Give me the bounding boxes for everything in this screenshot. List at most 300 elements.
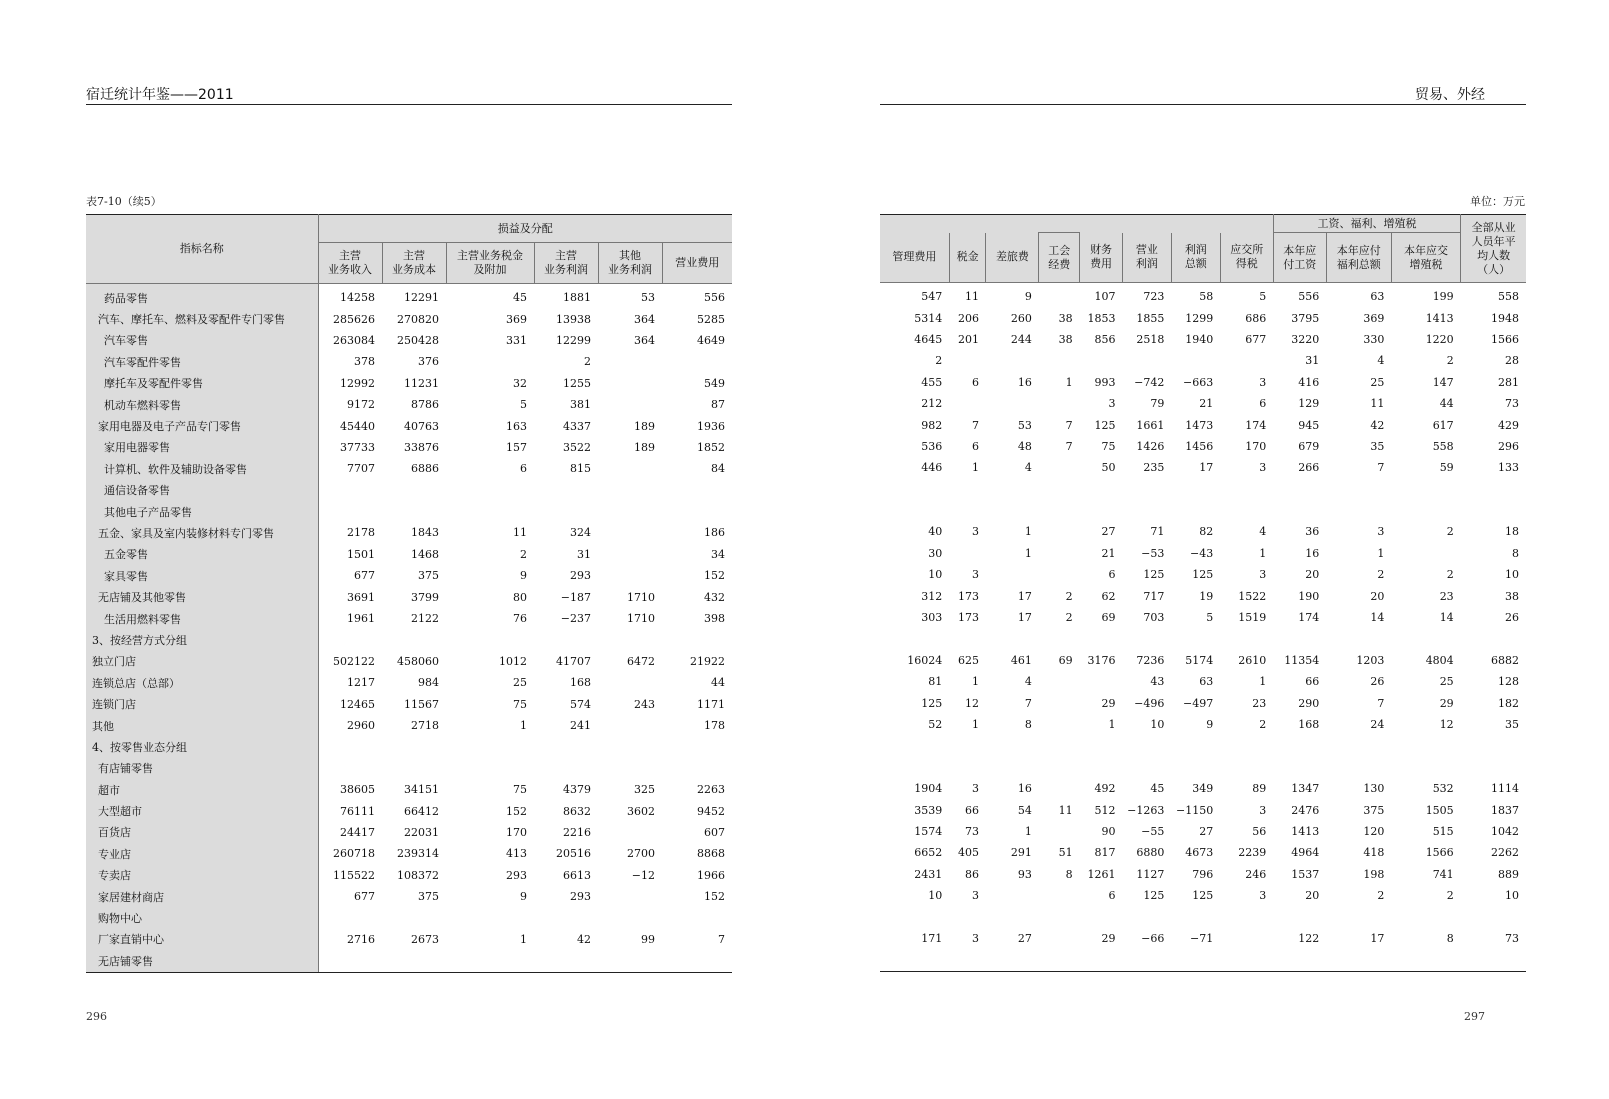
table-cell: 81 bbox=[928, 675, 943, 689]
table-cell bbox=[1039, 906, 1080, 927]
table-cell bbox=[446, 351, 534, 372]
table-row bbox=[880, 906, 1526, 927]
table-cell: 71 bbox=[1150, 525, 1165, 539]
table-cell bbox=[598, 672, 662, 693]
table-cell: 1661 bbox=[1136, 418, 1165, 432]
table-cell bbox=[1391, 479, 1460, 500]
row-label: 大型超市 bbox=[86, 800, 318, 821]
column-header-total-profit: 利润 总额 bbox=[1171, 233, 1220, 283]
table-cell: 12299 bbox=[556, 333, 591, 347]
table-cell: 549 bbox=[704, 376, 726, 390]
table-cell: 1127 bbox=[1136, 867, 1165, 881]
table-cell: 741 bbox=[1432, 867, 1454, 881]
table-cell: 182 bbox=[1498, 696, 1519, 710]
table-cell bbox=[382, 736, 446, 757]
table-cell: 617 bbox=[1432, 418, 1454, 432]
table-cell: 3602 bbox=[627, 804, 655, 818]
table-cell: 984 bbox=[418, 676, 439, 690]
table-cell: 7 bbox=[971, 418, 979, 432]
table-cell bbox=[880, 500, 949, 521]
table-cell: 20 bbox=[1305, 568, 1320, 582]
table-cell: 413 bbox=[506, 847, 527, 861]
table-cell: 29 bbox=[1101, 696, 1116, 710]
table-cell bbox=[1039, 500, 1080, 521]
table-cell: 4 bbox=[1024, 675, 1032, 689]
table-cell bbox=[382, 480, 446, 501]
table-row bbox=[86, 736, 732, 757]
table-cell: 212 bbox=[921, 397, 943, 411]
table-cell: 3799 bbox=[411, 590, 439, 604]
table-cell: 73 bbox=[964, 824, 979, 838]
table-cell: 558 bbox=[1498, 290, 1519, 304]
table-cell: 29 bbox=[1101, 931, 1116, 945]
table-cell: 1966 bbox=[697, 868, 726, 882]
table-cell: 2263 bbox=[697, 783, 726, 797]
table-cell: 6886 bbox=[411, 462, 439, 476]
table-cell: 378 bbox=[354, 355, 375, 369]
row-label: 4、按零售业态分组 bbox=[86, 736, 318, 757]
table-cell: 2 bbox=[1065, 589, 1073, 603]
table-cell: 2239 bbox=[1238, 846, 1267, 860]
table-cell: −496 bbox=[1134, 696, 1165, 710]
table-cell: 6 bbox=[1108, 568, 1116, 582]
row-label: 计算机、软件及辅助设备零售 bbox=[86, 458, 318, 479]
column-header-management: 管理费用 bbox=[880, 233, 949, 283]
table-cell: 3 bbox=[1259, 461, 1267, 475]
column-header-name: 指标名称 bbox=[86, 215, 318, 284]
table-cell: 19 bbox=[1199, 589, 1214, 603]
table-cell bbox=[382, 501, 446, 522]
table-cell: 125 bbox=[921, 696, 943, 710]
table-cell: 29 bbox=[1439, 696, 1454, 710]
table-cell bbox=[986, 479, 1039, 500]
table-cell: 2 bbox=[935, 354, 943, 368]
table-cell: 130 bbox=[1363, 782, 1385, 796]
table-cell: 1881 bbox=[563, 291, 591, 305]
row-label: 独立门店 bbox=[86, 651, 318, 672]
table-cell bbox=[1273, 500, 1326, 521]
table-cell bbox=[949, 543, 986, 564]
table-cell bbox=[986, 564, 1039, 585]
column-header-main-cost: 主营 业务成本 bbox=[382, 243, 446, 284]
table-cell: 8632 bbox=[563, 804, 591, 818]
table-cell: 10 bbox=[1505, 889, 1519, 903]
table-cell: 170 bbox=[506, 825, 527, 839]
table-cell: 12 bbox=[964, 696, 979, 710]
table-cell bbox=[1171, 735, 1220, 756]
table-cell: 1347 bbox=[1291, 782, 1320, 796]
table-cell bbox=[949, 949, 986, 971]
table-cell: 6 bbox=[1108, 889, 1116, 903]
table-cell: 38 bbox=[1505, 589, 1519, 603]
page-number-right: 297 bbox=[1464, 1010, 1485, 1023]
table-row bbox=[880, 414, 1526, 435]
table-cell: 73 bbox=[1505, 931, 1519, 945]
table-cell: 69 bbox=[1058, 653, 1073, 667]
table-cell bbox=[1039, 628, 1080, 649]
table-cell: 270820 bbox=[397, 312, 439, 326]
table-cell: 25 bbox=[513, 676, 527, 690]
table-cell: 4 bbox=[1259, 525, 1267, 539]
table-row bbox=[86, 672, 732, 693]
table-cell: 14 bbox=[1439, 611, 1454, 625]
row-label: 家用电器零售 bbox=[86, 437, 318, 458]
table-cell: 10 bbox=[928, 568, 943, 582]
table-cell: 244 bbox=[1010, 332, 1032, 346]
table-cell: 107 bbox=[1094, 290, 1116, 304]
table-cell: 45 bbox=[513, 291, 527, 305]
table-cell bbox=[1080, 628, 1123, 649]
table-cell: 2 bbox=[1259, 718, 1267, 731]
table-cell: 3 bbox=[1259, 375, 1267, 389]
table-cell: −1150 bbox=[1176, 803, 1214, 817]
table-cell bbox=[446, 758, 534, 779]
table-row bbox=[86, 394, 732, 415]
table-row bbox=[86, 437, 732, 458]
table-cell: 3 bbox=[1259, 803, 1267, 817]
row-label: 超市 bbox=[86, 779, 318, 800]
row-label: 专卖店 bbox=[86, 865, 318, 886]
table-cell: 173 bbox=[957, 589, 979, 603]
table-cell: 171 bbox=[921, 931, 943, 945]
table-cell: 246 bbox=[1245, 867, 1267, 881]
table-cell: 2 bbox=[1446, 889, 1454, 903]
row-label: 厂家直销中心 bbox=[86, 929, 318, 950]
table-cell: 1114 bbox=[1491, 782, 1519, 796]
table-cell bbox=[1220, 350, 1273, 371]
table-cell: 6882 bbox=[1491, 653, 1519, 667]
table-cell: 186 bbox=[704, 526, 726, 540]
table-cell: −1263 bbox=[1127, 803, 1165, 817]
table-cell: 90 bbox=[1101, 824, 1116, 838]
table-cell: 492 bbox=[1094, 782, 1116, 796]
table-cell bbox=[1039, 778, 1080, 799]
table-cell bbox=[880, 479, 949, 500]
table-cell: 5174 bbox=[1185, 653, 1214, 667]
table-cell: 260 bbox=[1010, 311, 1032, 325]
table-cell: 7 bbox=[1065, 418, 1073, 432]
table-cell bbox=[1039, 735, 1080, 756]
table-cell: 25 bbox=[1439, 675, 1454, 689]
row-label: 家具零售 bbox=[86, 565, 318, 586]
table-cell bbox=[1273, 906, 1326, 927]
table-cell: 17 bbox=[1199, 461, 1214, 475]
table-row bbox=[880, 283, 1526, 308]
table-cell bbox=[446, 501, 534, 522]
column-header-main-revenue: 主营 业务收入 bbox=[318, 243, 382, 284]
table-row bbox=[880, 821, 1526, 842]
table-row bbox=[880, 692, 1526, 713]
table-cell: 178 bbox=[704, 719, 726, 732]
table-cell: 163 bbox=[506, 419, 527, 433]
table-row bbox=[880, 585, 1526, 606]
table-cell: 168 bbox=[1298, 718, 1320, 731]
table-cell: 54 bbox=[1017, 803, 1032, 817]
table-cell: 1837 bbox=[1491, 803, 1519, 817]
table-row bbox=[86, 415, 732, 436]
table-cell bbox=[1273, 949, 1326, 971]
table-cell: 1574 bbox=[914, 824, 943, 838]
table-cell: 1203 bbox=[1356, 653, 1385, 667]
table-cell: 815 bbox=[570, 462, 591, 476]
table-cell bbox=[446, 480, 534, 501]
table-cell: 5 bbox=[1206, 611, 1214, 625]
table-cell bbox=[1080, 906, 1123, 927]
row-label: 汽车、摩托车、燃料及零配件专门零售 bbox=[86, 308, 318, 329]
table-cell: 4 bbox=[1024, 461, 1032, 475]
left-table-body bbox=[86, 284, 732, 973]
table-cell: 36 bbox=[1305, 525, 1320, 539]
table-cell bbox=[598, 501, 662, 522]
table-cell: 7 bbox=[1377, 461, 1385, 475]
table-cell: −12 bbox=[631, 868, 655, 882]
table-cell: 152 bbox=[704, 569, 726, 583]
table-cell: 18 bbox=[1505, 525, 1519, 539]
table-cell bbox=[986, 885, 1039, 906]
table-cell bbox=[1122, 735, 1171, 756]
table-cell: 27 bbox=[1017, 931, 1032, 945]
table-cell: 290 bbox=[1298, 696, 1320, 710]
table-cell: 263084 bbox=[333, 333, 375, 347]
table-cell: 3 bbox=[1377, 525, 1385, 539]
table-cell: 174 bbox=[1298, 611, 1320, 625]
table-row bbox=[86, 501, 732, 522]
table-cell: 9 bbox=[1024, 290, 1032, 304]
table-cell: 3691 bbox=[347, 590, 375, 604]
table-cell: 9 bbox=[1206, 718, 1214, 731]
table-cell: 84 bbox=[711, 462, 726, 476]
table-cell: 6 bbox=[971, 439, 979, 453]
table-cell bbox=[1220, 949, 1273, 971]
table-cell: 2 bbox=[520, 547, 527, 561]
table-cell: 11231 bbox=[404, 376, 439, 390]
table-cell bbox=[1122, 906, 1171, 927]
table-cell: −66 bbox=[1141, 931, 1165, 945]
table-cell bbox=[949, 500, 986, 521]
table-row bbox=[880, 521, 1526, 542]
table-cell: 33876 bbox=[404, 440, 439, 454]
table-cell: 512 bbox=[1094, 803, 1116, 817]
table-cell: 10 bbox=[1150, 718, 1165, 731]
table-cell bbox=[1220, 500, 1273, 521]
table-row bbox=[86, 565, 732, 586]
table-cell: 52 bbox=[928, 718, 943, 731]
table-cell: 38 bbox=[1058, 332, 1073, 346]
table-cell: 7 bbox=[1065, 439, 1073, 453]
table-row bbox=[86, 822, 732, 843]
table-cell: 4379 bbox=[563, 783, 591, 797]
table-cell: 1948 bbox=[1491, 311, 1519, 325]
table-cell: 62 bbox=[1101, 589, 1116, 603]
table-row bbox=[86, 608, 732, 629]
table-cell: 2 bbox=[1377, 568, 1385, 582]
table-cell: 152 bbox=[506, 804, 527, 818]
row-label: 机动车燃料零售 bbox=[86, 394, 318, 415]
table-cell: 677 bbox=[354, 890, 375, 904]
table-cell: 607 bbox=[704, 825, 726, 839]
table-cell: 108372 bbox=[397, 868, 439, 882]
table-row bbox=[86, 929, 732, 950]
table-cell: 147 bbox=[1432, 375, 1454, 389]
table-cell: 2178 bbox=[347, 526, 375, 540]
table-cell: 32 bbox=[513, 376, 527, 390]
table-cell: 1171 bbox=[697, 697, 726, 711]
table-cell: 13938 bbox=[556, 312, 591, 326]
table-cell: 14 bbox=[1370, 611, 1385, 625]
table-cell bbox=[1391, 735, 1460, 756]
table-cell: 6472 bbox=[627, 654, 655, 668]
table-row bbox=[880, 607, 1526, 628]
table-row bbox=[880, 372, 1526, 393]
table-cell: 2718 bbox=[411, 719, 439, 732]
table-cell bbox=[662, 480, 732, 501]
table-cell: 9452 bbox=[697, 804, 726, 818]
table-row bbox=[86, 886, 732, 907]
table-cell: 1519 bbox=[1238, 611, 1267, 625]
table-cell bbox=[949, 393, 986, 414]
table-cell: 1936 bbox=[697, 419, 726, 433]
table-cell bbox=[534, 629, 598, 650]
table-cell: 20 bbox=[1305, 889, 1320, 903]
table-cell: 122 bbox=[1298, 931, 1320, 945]
table-cell: 63 bbox=[1199, 675, 1214, 689]
table-cell: 35 bbox=[1505, 718, 1519, 731]
row-label: 其他电子产品零售 bbox=[86, 501, 318, 522]
table-cell: 1 bbox=[1108, 718, 1116, 731]
table-cell bbox=[598, 480, 662, 501]
table-row bbox=[86, 629, 732, 650]
table-row bbox=[880, 479, 1526, 500]
table-cell bbox=[1326, 479, 1391, 500]
header-rule-right bbox=[880, 104, 1526, 105]
table-cell: 686 bbox=[1245, 311, 1267, 325]
table-cell: 5 bbox=[520, 398, 527, 412]
table-row bbox=[86, 693, 732, 714]
table-cell bbox=[986, 500, 1039, 521]
row-label: 专业店 bbox=[86, 843, 318, 864]
table-cell: 27 bbox=[1199, 824, 1214, 838]
table-cell: 5 bbox=[1259, 290, 1267, 304]
table-cell: 2 bbox=[1446, 354, 1454, 368]
table-label: 表7-10（续5） bbox=[86, 195, 162, 208]
table-cell: 199 bbox=[1432, 290, 1454, 304]
table-cell bbox=[662, 950, 732, 972]
table-cell bbox=[1326, 949, 1391, 971]
table-cell: 8 bbox=[1446, 931, 1454, 945]
table-cell bbox=[1039, 928, 1080, 949]
table-cell: 16 bbox=[1305, 546, 1320, 560]
table-cell: 2476 bbox=[1291, 803, 1320, 817]
table-cell: 2216 bbox=[563, 825, 591, 839]
table-cell bbox=[1039, 757, 1080, 778]
row-label: 汽车零售 bbox=[86, 330, 318, 351]
table-cell: 364 bbox=[634, 312, 655, 326]
table-cell bbox=[662, 758, 732, 779]
table-cell: 2700 bbox=[627, 847, 655, 861]
row-label: 生活用燃料零售 bbox=[86, 608, 318, 629]
table-cell: 11567 bbox=[404, 697, 439, 711]
table-cell: 7 bbox=[718, 932, 726, 946]
table-cell: 12992 bbox=[340, 376, 375, 390]
table-row bbox=[880, 778, 1526, 799]
table-cell: 40 bbox=[928, 525, 943, 539]
table-cell: 44 bbox=[711, 676, 726, 690]
table-row bbox=[86, 330, 732, 351]
table-cell: 42 bbox=[1370, 418, 1385, 432]
table-cell: 12465 bbox=[340, 697, 375, 711]
table-cell bbox=[598, 522, 662, 543]
table-cell bbox=[880, 735, 949, 756]
table-cell: 120 bbox=[1363, 824, 1385, 838]
table-cell bbox=[318, 950, 382, 972]
table-cell: 31 bbox=[1305, 354, 1320, 368]
table-cell: 1217 bbox=[347, 676, 375, 690]
table-row bbox=[880, 436, 1526, 457]
table-cell bbox=[598, 758, 662, 779]
table-cell: 6 bbox=[1259, 397, 1267, 411]
table-cell: 44 bbox=[1439, 397, 1454, 411]
table-cell: 43 bbox=[1150, 675, 1165, 689]
table-cell: 3539 bbox=[914, 803, 943, 817]
column-group-profit: 损益及分配 bbox=[318, 215, 732, 243]
table-cell: 889 bbox=[1498, 867, 1519, 881]
column-header-staff: 全部从业 人员年平 均人数 （人） bbox=[1461, 215, 1526, 283]
table-cell: 201 bbox=[957, 332, 979, 346]
table-cell: 266 bbox=[1298, 461, 1320, 475]
table-cell: 30 bbox=[928, 546, 943, 560]
table-cell: 45 bbox=[1150, 782, 1165, 796]
table-cell: 1 bbox=[1259, 546, 1267, 560]
table-row bbox=[880, 928, 1526, 949]
table-row bbox=[86, 800, 732, 821]
table-cell: 34151 bbox=[404, 783, 439, 797]
table-cell bbox=[1220, 479, 1273, 500]
table-cell bbox=[598, 565, 662, 586]
table-cell bbox=[1391, 500, 1460, 521]
table-cell bbox=[1171, 628, 1220, 649]
table-cell: 1473 bbox=[1185, 418, 1214, 432]
table-cell bbox=[1220, 628, 1273, 649]
table-cell: 429 bbox=[1498, 418, 1519, 432]
table-cell: 1 bbox=[971, 461, 979, 475]
table-cell bbox=[598, 394, 662, 415]
table-cell bbox=[598, 822, 662, 843]
table-cell bbox=[1273, 628, 1326, 649]
table-cell: 2 bbox=[584, 355, 591, 369]
table-cell: 10 bbox=[928, 889, 943, 903]
table-cell: 45440 bbox=[340, 419, 375, 433]
table-cell bbox=[1220, 906, 1273, 927]
table-cell: 418 bbox=[1363, 846, 1385, 860]
table-cell bbox=[1080, 500, 1123, 521]
column-header-wages: 本年应 付工资 bbox=[1273, 233, 1326, 283]
table-cell: 717 bbox=[1143, 589, 1165, 603]
table-row bbox=[880, 564, 1526, 585]
table-cell: 2 bbox=[1446, 525, 1454, 539]
table-cell: 375 bbox=[418, 569, 439, 583]
table-cell: 27 bbox=[1101, 525, 1116, 539]
row-label: 摩托车及零配件零售 bbox=[86, 373, 318, 394]
table-cell: 312 bbox=[921, 589, 943, 603]
table-cell: 115522 bbox=[333, 868, 375, 882]
table-cell bbox=[598, 544, 662, 565]
table-cell: 2431 bbox=[914, 867, 943, 881]
table-cell: 21 bbox=[1199, 397, 1214, 411]
table-cell bbox=[1039, 885, 1080, 906]
table-cell: 376 bbox=[418, 355, 439, 369]
table-cell: 405 bbox=[957, 846, 979, 860]
table-cell: 723 bbox=[1143, 290, 1165, 304]
